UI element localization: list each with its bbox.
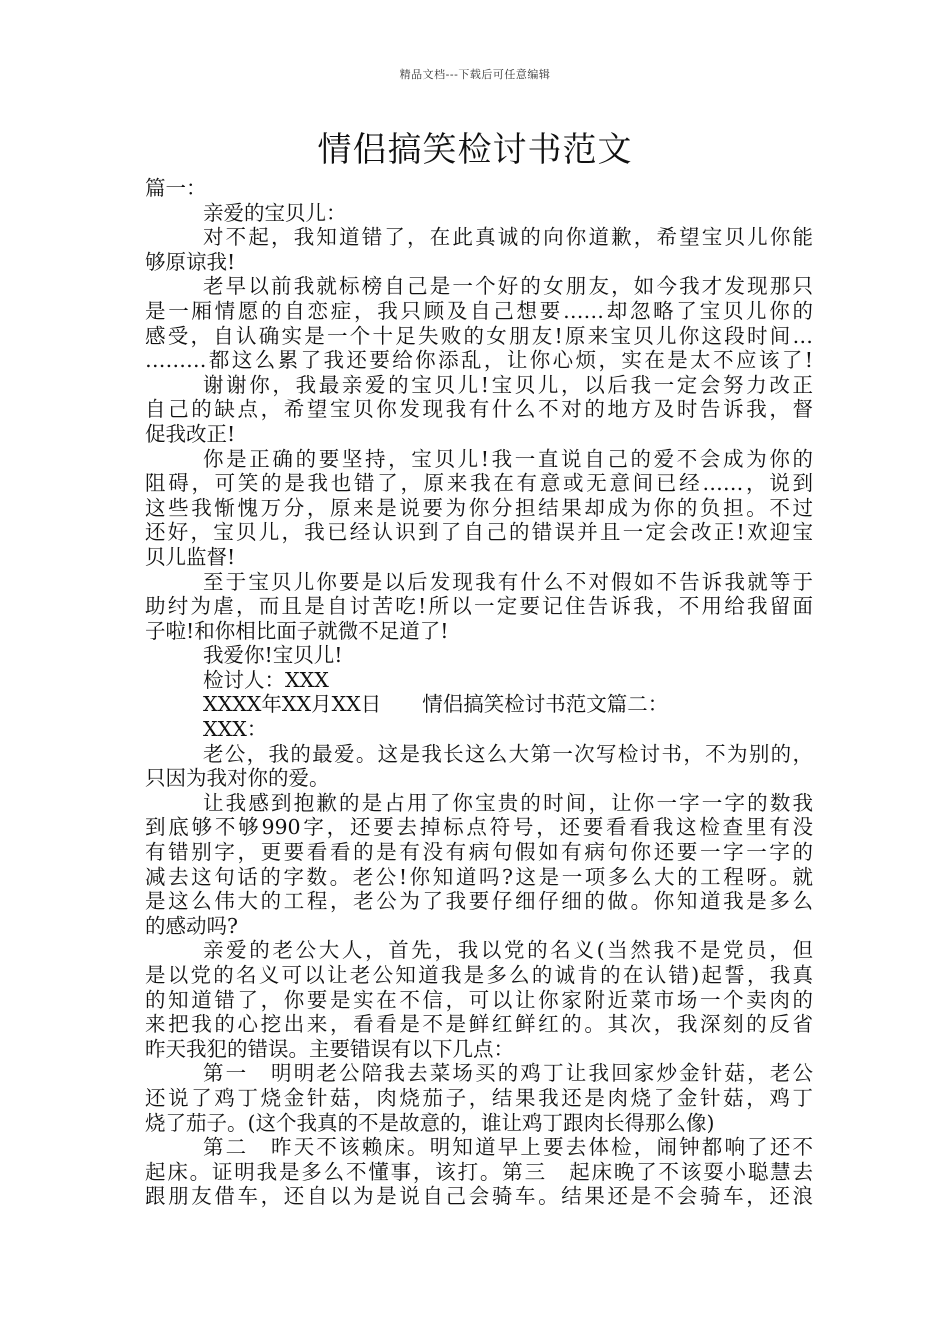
text-line: 到底够不够990字，还要去掉标点符号，还要看看我这检查里有没 [145, 815, 813, 840]
text-line: XXXX年XX月XX日 情侣搞笑检讨书范文篇二： [203, 692, 669, 717]
text-line: 贝儿监督! [145, 544, 236, 569]
text-line: 来把我的心挖出来，看看是不是鲜红鲜红的。其次，我深刻的反省 [145, 1012, 813, 1037]
text-line: XXX： [203, 717, 268, 742]
text-line: ………都这么累了我还要给你添乱，让你心烦，实在是太不应该了! [145, 348, 813, 373]
text-line: 至于宝贝儿你要是以后发现我有什么不对假如不告诉我就等于 [203, 569, 813, 594]
text-line: 是这么伟大的工程，老公为了我要仔细仔细的做。你知道我是多么 [145, 889, 813, 914]
text-line: 检讨人：XXX [203, 667, 329, 692]
text-line: 减去这句话的字数。老公!你知道吗?这是一项多么大的工程呀。就 [145, 864, 813, 889]
text-line: 第二 昨天不该赖床。明知道早上要去体检，闹钟都响了还不 [203, 1135, 813, 1160]
text-line: 子啦!和你相比面子就微不足道了! [145, 618, 449, 643]
text-line: 阻碍，可笑的是我也错了，原来我在有意或无意间已经……，说到 [145, 471, 813, 496]
text-line: 起床。证明我是多么不懂事，该打。第三 起床晚了不该耍小聪慧去 [145, 1159, 813, 1184]
text-line: 跟朋友借车，还自以为是说自己会骑车。结果还是不会骑车，还浪 [145, 1184, 813, 1209]
text-line: 第一 明明老公陪我去菜场买的鸡丁让我回家炒金针菇，老公 [203, 1061, 813, 1086]
text-line: 篇一： [145, 176, 207, 200]
text-line: 是以党的名义可以让老公知道我是多么的诚肯的在认错)起誓，我真 [145, 963, 813, 987]
text-line: 谢谢你，我最亲爱的宝贝儿!宝贝儿，以后我一定会努力改正 [203, 372, 813, 397]
text-line: 亲爱的宝贝儿： [203, 200, 347, 225]
text-line: 让我感到抱歉的是占用了你宝贵的时间，让你一字一字的数我 [203, 790, 813, 815]
text-line: 自己的缺点，希望宝贝你发现我有什么不对的地方及时告诉我，督 [145, 397, 813, 422]
text-line: 老早以前我就标榜自己是一个好的女朋友，如今我才发现那只 [203, 274, 813, 299]
text-line: 有错别字，更要看看的是有没有病句假如有病句你还要一字一字的 [145, 840, 813, 865]
document-title: 情侣搞笑检讨书范文 [317, 130, 633, 170]
text-line: 够原谅我! [145, 249, 236, 274]
text-line: 的感动吗? [145, 913, 238, 938]
text-line: 这些我惭愧万分，原来是说要为你分担结果却成为你的负担。不过 [145, 495, 813, 520]
text-line: 烧了茄子。(这个我真的不是故意的，谁让鸡丁跟肉长得那么像) [145, 1110, 715, 1135]
text-line: 的知道错了，你要是实在不信，可以让你家附近菜市场一个卖肉的 [145, 987, 813, 1012]
text-line: 老公，我的最爱。这是我长这么大第一次写检讨书，不为别的， [203, 741, 813, 766]
text-line: 助纣为虐，而且是自讨苦吃!所以一定要记住告诉我，不用给我留面 [145, 594, 813, 619]
text-line: 你是正确的要坚持，宝贝儿!我一直说自己的爱不会成为你的 [203, 446, 813, 471]
text-line: 只因为我对你的爱。 [145, 766, 330, 791]
text-line: 对不起，我知道错了，在此真诚的向你道歉，希望宝贝儿你能 [203, 225, 813, 250]
text-line: 昨天我犯的错误。主要错误有以下几点： [145, 1036, 514, 1061]
text-line: 是一厢情愿的自恋症，我只顾及自己想要……却忽略了宝贝儿你的 [145, 298, 813, 323]
text-line: 还说了鸡丁烧金针菇，肉烧茄子，结果我还是肉烧了金针菇，鸡丁 [145, 1085, 813, 1110]
text-line: 还好，宝贝儿，我已经认识到了自己的错误并且一定会改正!欢迎宝 [145, 520, 813, 545]
text-line: 促我改正! [145, 421, 236, 446]
text-line: 亲爱的老公大人，首先，我以党的名义(当然我不是党员，但 [203, 938, 813, 963]
header-note: 精品文档---下载后可任意编辑 [399, 68, 551, 81]
text-line: 我爱你!宝贝儿! [203, 643, 343, 668]
document-body [145, 176, 813, 1209]
text-line: 感受，自认确实是一个十足失败的女朋友!原来宝贝儿你这段时间… [145, 323, 813, 348]
